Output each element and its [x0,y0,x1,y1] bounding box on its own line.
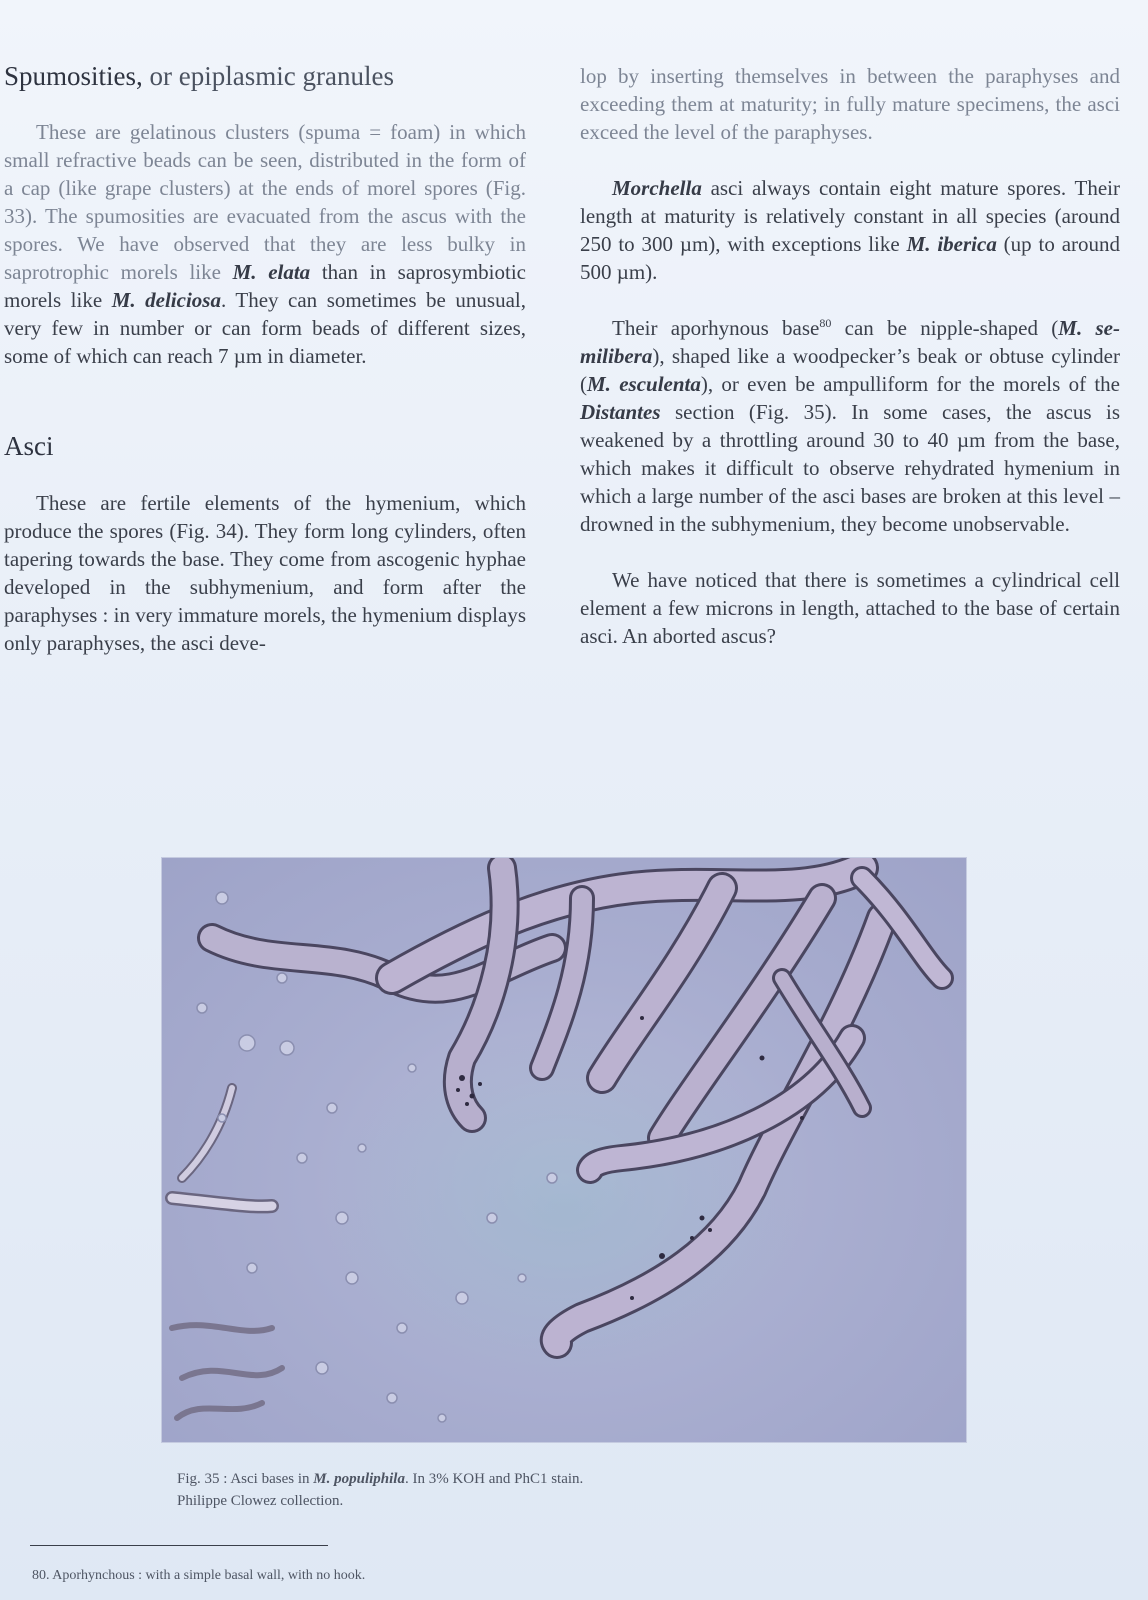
paragraph-aborted-ascus: We have noticed that there is sometimes a cylindrical cell element a few microns in length, attached to the base of certain asci. An aborted ascus? [580,568,1120,648]
paragraph-asci-spores [580,174,1120,286]
species-name: M. elata [232,260,311,285]
footnote: 80. Aporhynchous : with a simple basal wall, with no hook. [32,1568,366,1583]
species-name: M. esculenta [587,372,701,396]
heading-spumosities-light: or epiplasmic granules [142,61,394,91]
species-name: Morchella [612,176,702,200]
heading-spumosities-strong: Spumosities, [4,61,143,91]
heading-spumosities [4,60,526,92]
text-run: (up to around 500 µm). [580,232,1121,284]
paragraph-asci: These are fertile elements of the hymenium, which produce the spores (Fig. 34). They form long cylinders, often tapering towards the base. They come from ascogenic hyphae developed in the subhymenium, and form after the paraphyses : in very immature morels, the hymenium displays only paraphyses, the asci deve- [4,490,526,655]
paragraph-spumosities [4,118,526,370]
text-run: ), shaped like a woodpecker’s beak or obtuse cylinder ( [580,344,1120,396]
caption-credit: Philippe Clowez collection. [177,1493,344,1509]
footnote-rule [30,1545,328,1546]
text-run: Their aporhynous base [612,316,820,340]
species-name: M. semilibera [580,316,1120,368]
text-run: . They can sometimes be unusual, very few in number or can form beads of different sizes, some of which can reach 7 µm in diameter. [4,288,526,369]
text-run: These are gelatinous clusters (spuma = foam) in which small refractive beads can be seen, distributed in the form of a cap (like grape clusters) at the ends of morel spores (Fig. 33). The spumosities are evacuated from the ascus with the spores. We have observed that they are less bulky in saprotrophic morels like [4,120,526,285]
caption-suffix: . In 3% KOH and PhC1 stain. [404,1471,584,1487]
paragraph-aporhynous-base [580,314,1120,538]
figure-caption [177,1468,817,1512]
species-name: M. iberica [906,232,997,256]
footnote-marker: 80 [819,316,832,330]
paragraph-continuation: lop by inserting themselves in between the paraphyses and exceeding them at maturity; in fully mature specimens, the asci exceed the level of the paraphyses. [580,64,1120,144]
text-run: asci always contain eight mature spores. Their length at maturity is relatively constant in all species (around 250 to 300 µm), with exceptions like [580,176,1120,256]
species-name: M. deliciosa [111,288,221,313]
right-column [580,60,1120,650]
caption-line-1 [177,1468,817,1490]
section-name: Distantes [580,400,661,424]
text-run: section (Fig. 35). In some cases, the ascus is weakened by a throttling around 30 to 40 µm from the base, which makes it difficult to observe rehydrated hymenium in which a large number of the asci bases are broken at this level – drowned in the subhymenium, they become unobservable. [580,400,1120,536]
micrograph-figure [162,858,966,1442]
text-run: ), or even be ampulliform for the morels of the [700,372,1121,396]
caption-species: M. populiphila [313,1471,405,1487]
heading-asci: Asci [4,431,54,462]
text-run: than in saprosymbiotic morels like [4,260,526,313]
left-column [4,60,526,657]
text-run: can be nipple-shaped ( [831,316,1059,340]
micrograph-image [162,858,966,1442]
caption-prefix: Fig. 35 : Asci bases in [177,1471,314,1487]
